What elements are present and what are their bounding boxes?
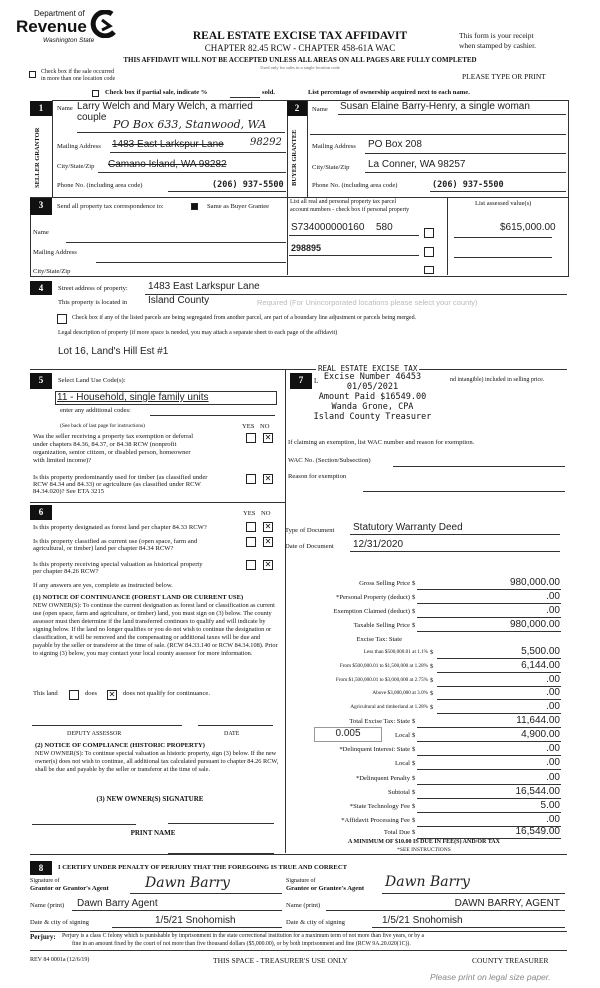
wac-field[interactable] [393,466,565,467]
correspondence-mailing-field[interactable] [96,262,286,263]
grantor-name-label: Name (print) [30,902,65,909]
notice-continuance-title: (1) NOTICE OF CONTINUANCE (FOREST LAND OR CURRENT USE) [33,594,244,601]
buyer-phone-label: Phone No. (including area code) [312,182,398,189]
document-date[interactable]: 12/31/2020 [353,539,404,550]
tax-row-field[interactable] [437,658,561,659]
notice-compliance-title: (2) NOTICE OF COMPLIANCE (HISTORIC PROPERTY) [35,742,205,749]
stamp-excise-number: Excise Number 46453 [323,372,422,382]
section-5-badge: 5 [30,373,52,389]
same-as-buyer-label: Same as Buyer Grantee [207,203,270,210]
new-owner-signature-line[interactable] [168,823,274,824]
forest-land-question: Is this property designated as forest land per chapter 84.33 RCW? [33,524,207,531]
grantor-name[interactable]: Dawn Barry Agent [77,898,158,909]
county-treasurer-label: COUNTY TREASURER [472,956,549,965]
tax-row-value: .00 [546,687,560,698]
wac-label: WAC No. (Section/Subsection) [288,457,371,464]
deputy-assessor-label: DEPUTY ASSESSOR [67,731,122,737]
dollar-sign: $ [412,789,416,796]
seller-phone[interactable]: (206) 937-5500 [212,180,284,190]
new-owner-signature-line[interactable] [32,824,136,825]
timber-no-checkbox[interactable]: ✕ [264,474,272,483]
notice-continuance-body: NEW OWNER(S): To continue the current designation as forest land or classification as current use (open space, farm and agriculture, or timber) land, you must sign on (3) below. The county assessor must then determine if the land transferred continues to qualify and will indicate by signing below. If the land no longer qualifies or you do not wish to continue the designation or classification, it will be removed and the compensating or additional taxes will be due and payable by the seller or transferor at the time of sale. (RCW 84.33.140 or RCW 84.34.108). Prior to signing (3) below, you may contact your local county assessor for more information. [33,602,278,657]
seller-city-label: City/State/Zip [57,163,95,170]
tax-row-field[interactable] [437,699,561,700]
reason-field[interactable] [363,491,565,492]
tax-row-field[interactable] [417,812,561,813]
buyer-grantee-label: BUYER GRANTEE [291,129,298,186]
seller-handwritten-address: PO Box 633, Stanwood, WA [113,118,267,131]
receipt-note: when stamped by cashier. [459,41,537,50]
seller-grantor-label: SELLER GRANTOR [34,127,41,188]
buyer-mailing-address[interactable]: PO Box 208 [368,139,422,150]
multi-location-label: in more than one location code [41,76,116,82]
no-header: NO [261,510,271,517]
tax-row-value: .00 [546,605,560,616]
forest-yes-checkbox[interactable] [246,522,256,532]
perjury-text: fine in an amount fixed by the court of not more than five thousand dollars ($5,000.00), or by both imprisonment and fine (RCW 9A.20.020(1C)). [72,941,411,947]
stamp-date: 01/05/2021 [346,382,399,392]
tax-row-label: From $1,500,000.01 to $3,000,000 at 2.75% [335,677,428,683]
section-1-badge: 1 [30,101,52,116]
date-label: DATE [224,731,240,737]
tax-row-label: Agricultural and timberland at 1.28% [350,704,428,710]
logo-department: Department of [34,9,85,18]
exemption-question: Was the seller receiving a property tax exemption or deferral [33,433,194,440]
personal-property-checkbox[interactable] [424,228,434,238]
located-hint: Required (For Unincorporated locations please select your county) [257,298,478,307]
tax-row-value: .00 [546,701,560,712]
buyer-mailing-label: Mailing Address [312,143,356,150]
tax-row-value: 5.00 [540,800,560,811]
tax-row-field[interactable] [417,784,561,785]
seller-handwritten-zip: 98292 [250,137,282,148]
tax-row-label: *Delinquent Penalty [355,775,410,782]
dollar-sign: $ [430,649,434,656]
tax-row-label: Exemption Claimed (deduct) [333,608,410,615]
perjury-text: Perjury is a class C felony which is punishable by imprisonment in the state correctional institution for a maximum term of not more than five years, or by a [62,933,425,939]
tax-row-value: 6,144.00 [521,660,560,671]
timber-question: 84.34.020)? See ETA 3215 [33,488,105,495]
document-date-label: Date of Document [285,543,334,550]
tax-row-value: .00 [546,591,560,602]
stamp-header: REAL ESTATE EXCISE TAX [318,364,418,373]
tax-row-value: 16,544.00 [515,786,560,797]
tax-row-value: .00 [546,674,560,685]
grantee-date-city-label: Date & city of signing [286,919,345,926]
correspondence-mailing-label: Mailing Address [33,249,77,256]
tax-row-field[interactable] [417,798,561,799]
dollar-sign: $ [412,594,416,601]
tax-row-label: *Delinquent Interest: State [339,746,410,753]
dollar-sign: $ [412,803,416,810]
historic-yes-checkbox[interactable] [246,560,256,570]
tax-row-label: Less than $500,000.01 at 1.1% [363,649,428,655]
section-7-badge: 7 [290,373,312,389]
tax-row-label: Local [394,760,410,767]
ownership-note: List percentage of ownership acquired next to each name. [308,89,470,96]
tax-row-field[interactable] [417,741,561,742]
tax-row-field[interactable] [417,755,561,756]
dollar-sign: $ [412,775,416,782]
forest-no-checkbox[interactable]: ✕ [264,522,272,531]
does-not-label: does not qualify for continuance. [123,690,210,697]
additional-codes-label: enter any additional codes: [60,407,131,414]
tax-row-field[interactable] [417,727,561,728]
section-4-badge: 4 [30,281,52,295]
does-label: does [85,690,98,697]
dollar-sign: $ [412,760,416,767]
stamp-prefix: L [314,377,319,385]
exemption-question: under chapters 84.36, 84.37, or 84.38 RCW (nonprofit [33,441,177,448]
segregated-checkbox[interactable] [57,314,67,324]
certify-statement: I CERTIFY UNDER PENALTY OF PERJURY THAT THE FOREGOING IS TRUE AND CORRECT [58,864,347,871]
grantee-signature-label: Signature of [286,878,316,884]
tax-row-label: Total Due [383,829,410,836]
tax-row-value: .00 [546,743,560,754]
logo-revenue: Revenue [16,17,87,36]
personal-property-checkbox[interactable] [424,266,434,274]
assessed-header: List assessed value(s) [475,200,532,207]
seller-name-line1[interactable]: Larry Welch and Mary Welch, a married [77,101,253,112]
deputy-assessor-signature-line[interactable] [32,725,182,726]
correspondence-city-label: City/State/Zip [33,268,71,275]
section-2-badge: 2 [287,101,307,116]
seller-city-state-zip[interactable]: Camano Island, WA 98282 [108,159,227,170]
timber-yes-checkbox[interactable] [246,474,256,484]
minimum-note: A MINIMUM OF $10.00 IS DUE IN FEE(S) AND/OR TAX [348,839,500,845]
legal-paper-note: Please print on legal size paper. [430,972,551,982]
dollar-sign: $ [430,690,434,697]
tax-row-field[interactable] [417,617,561,618]
tax-row-label: Subtotal [388,789,410,796]
form-chapter: CHAPTER 82.45 RCW - CHAPTER 458-61A WAC [204,43,396,53]
tax-row-label: Gross Selling Price [359,580,410,587]
see-instructions: *SEE INSTRUCTIONS [397,847,451,853]
exemption-yes-checkbox[interactable] [246,433,256,443]
legal-description-label: Legal description of property (if more space is needed, you may attach a separate sheet to each page of the affidavit) [58,330,338,336]
buyer-city-label: City/State/Zip [312,164,350,171]
land-use-label: Select Land Use Code(s): [58,377,126,384]
same-as-buyer-checkbox[interactable] [191,203,198,210]
current-use-yes-checkbox[interactable] [246,537,256,547]
land-does-checkbox[interactable] [69,690,79,700]
tax-row-label: *State Technology Fee [349,803,410,810]
dollar-sign: $ [412,622,416,629]
dollar-sign: $ [430,704,434,711]
tax-row-label: Excise Tax: State [356,636,402,643]
tax-row-value: .00 [546,814,560,825]
located-county[interactable]: Island County [148,295,210,306]
segregated-label: Check box if any of the listed parcels are being segregated from another parcel, are part of a boundary line adjustment or parcels being merged. [72,315,417,321]
tax-row-label: Total Excise Tax: State [349,718,410,725]
land-does-not-checkbox[interactable]: ✕ [108,690,116,699]
stamp-treasurer-title: Island County Treasurer [313,412,432,422]
land-use-value: 11 - Household, single family units [57,392,209,403]
tax-row-label: Taxable Selling Price [353,622,410,629]
parcel-number[interactable]: 298895 [291,243,322,253]
partial-percent-field[interactable] [230,97,260,98]
timber-question: Is this property predominantly used for timber (as classified under [33,474,208,481]
seller-name-label: Name [57,105,73,112]
type-or-print: PLEASE TYPE OR PRINT [462,72,546,81]
historic-question: Is this property receiving special valuation as historical property [33,561,203,568]
correspondence-name-label: Name [33,229,49,236]
tax-row-field[interactable] [417,589,561,590]
document-type-label: Type of Document [285,527,335,534]
yes-header: YES [242,423,255,430]
tax-row-value: 11,644.00 [516,715,560,726]
grantee-signature[interactable]: Dawn Barry [385,874,470,890]
yes-header: YES [243,510,256,517]
grantor-signature[interactable]: Dawn Barry [145,875,230,891]
tax-row-value: 980,000.00 [509,577,560,588]
reason-label: Reason for exemption [288,473,347,480]
assessor-date-line[interactable] [198,725,273,726]
street-address-label: Street address of property: [58,285,128,292]
tax-row-label: From $500,000.01 to $1,500,000 at 1.28% [339,663,428,669]
notice-compliance-body: NEW OWNER(S): To continue special valuation as historic property, sign (3) below. If the new owner(s) does not wish to continue, all additional tax calculated pursuant to chapter 84.26 RCW, shall be due and payable by the seller or transferor at the time of sale. [35,750,279,773]
dollar-sign: $ [412,732,416,739]
section-3-badge: 3 [30,198,52,215]
assessed-value[interactable]: $615,000.00 [500,222,556,233]
buyer-name-label: Name [312,106,328,113]
receipt-note: This form is your receipt [459,31,534,40]
location-note: Used only for sales in a single location code [260,65,340,70]
grantor-date-city[interactable]: 1/5/21 Snohomish [155,915,236,926]
perjury-label: Perjury: [30,933,56,941]
tax-row-value: 980,000.00 [509,619,560,630]
stamp-treasurer-name: Wanda Grone, CPA [331,402,414,412]
tax-row-value: .00 [546,772,560,783]
form-number: REV 84 0001a (12/6/19) [30,957,90,963]
grantee-date-city[interactable]: 1/5/21 Snohomish [382,915,463,926]
tax-row-value: 4,900.00 [521,729,560,740]
current-use-no-checkbox[interactable]: ✕ [264,537,272,546]
current-use-question: Is this property classified as current use (open space, farm and [33,538,198,545]
exemption-claim-label: If claiming an exemption, list WAC number and reason for exemption. [288,439,475,446]
grantor-date-city-label: Date & city of signing [30,919,89,926]
exemption-question: organization, senior citizen, or disabled person, homeowner [33,449,191,456]
send-correspondence-label: Send all property tax correspondence to: [57,203,164,210]
current-use-question: agricultural, or timber) land per chapter 84.34 RCW? [33,545,174,552]
new-owner-signature-label: (3) NEW OWNER(S) SIGNATURE [96,795,204,803]
personal-property-checkbox[interactable] [424,247,434,257]
multi-location-checkbox[interactable] [29,71,36,78]
tax-row-label: *Personal Property (deduct) [336,594,410,601]
form-title: REAL ESTATE EXCISE TAX AFFIDAVIT [192,30,408,42]
local-rate-field[interactable] [314,727,382,742]
seller-mailing-label: Mailing Address [57,143,101,150]
section-8-badge: 8 [30,861,52,875]
correspondence-name-field[interactable] [66,242,286,243]
tax-row-field[interactable] [417,631,561,632]
buyer-name[interactable]: Susan Elaine Barry-Henry, a single woman [340,101,530,112]
tax-row-field[interactable] [417,603,561,604]
section-6-badge: 6 [30,505,52,520]
dollar-sign: $ [412,829,416,836]
tax-row-value: .00 [546,757,560,768]
tax-row-label: Above $3,000,000 at 3.0% [372,690,428,696]
seller-phone-label: Phone No. (including area code) [57,182,143,189]
grantor-signature-label: Grantor or Grantor's Agent [30,885,109,892]
legal-description[interactable]: Lot 16, Land's Hill Est #1 [58,346,169,357]
logo-state: Washington State [43,37,95,44]
street-address[interactable]: 1483 East Larkspur Lane [148,281,260,292]
see-back-note: (See back of last page for instructions) [60,423,145,429]
tax-row-value: 16,549.00 [515,826,560,837]
tax-row-label: *Affidavit Processing Fee [341,817,410,824]
historic-question: per chapter 84.26 RCW? [33,568,99,575]
parcel-number[interactable]: S734000000160 [291,222,365,233]
sold-label: sold. [262,89,276,96]
partial-sale-checkbox[interactable] [92,90,99,97]
seller-name-line2[interactable]: couple [77,112,107,123]
this-land-label: This land [33,690,58,697]
dollar-sign: $ [412,608,416,615]
grantor-signature-label: Signature of [30,878,60,884]
exemption-no-checkbox[interactable]: ✕ [264,433,272,442]
tax-row-field[interactable] [437,686,561,687]
tax-row-field[interactable] [437,713,561,714]
exemption-question: with limited income)? [33,457,92,464]
print-name-label: PRINT NAME [130,829,176,837]
dollar-sign: $ [412,718,416,725]
multi-location-label: Check box if the sale occurred [41,69,115,75]
located-in-label: This property is located in [58,299,128,306]
dollar-sign: $ [412,746,416,753]
dollar-sign: $ [412,580,416,587]
seller-mailing-address[interactable]: 1483 East Larkspur Lane [112,139,224,150]
document-type[interactable]: Statutory Warranty Deed [353,522,463,533]
local-rate: 0.005 [335,728,361,739]
tax-row-field[interactable] [437,672,561,673]
intangible-note: nd intangible) included in selling price. [450,377,545,383]
parcel-header: account numbers - check box if personal property [290,207,410,213]
timber-question: RCW 84.34 and 84.33) or agriculture (as classified under RCW [33,481,201,488]
buyer-city-state-zip[interactable]: La Conner, WA 98257 [368,159,466,170]
dollar-sign: $ [412,817,416,824]
partial-sale-label: Check box if partial sale, indicate % [105,89,208,96]
land-use-select[interactable] [55,391,277,405]
dollar-sign: $ [430,663,434,670]
tax-row-field[interactable] [417,769,561,770]
historic-no-checkbox[interactable]: ✕ [264,560,272,569]
additional-codes-field[interactable] [150,415,275,416]
if-yes-note: If any answers are yes, complete as instructed below. [33,582,173,589]
treasurer-use-label: THIS SPACE - TREASURER'S USE ONLY [213,956,348,965]
dollar-sign: $ [430,677,434,684]
grantee-name-label: Name (print) [286,902,321,909]
stamp-amount-paid: Amount Paid $16549.00 [318,392,427,402]
tax-row-label: Local [394,732,410,739]
grantee-name[interactable]: DAWN BARRY, AGENT [454,898,560,909]
buyer-phone[interactable]: (206) 937-5500 [432,180,504,190]
grantee-signature-label: Grantee or Grantee's Agent [286,885,365,892]
no-header: NO [260,423,270,430]
parcel-suffix[interactable]: 580 [376,222,393,233]
parcel-header: List all real and personal property tax parcel [290,199,397,205]
tax-row-value: 5,500.00 [521,646,560,657]
form-warning: THIS AFFIDAVIT WILL NOT BE ACCEPTED UNLESS ALL AREAS ON ALL PAGES ARE FULLY COMPLETED [123,56,477,64]
